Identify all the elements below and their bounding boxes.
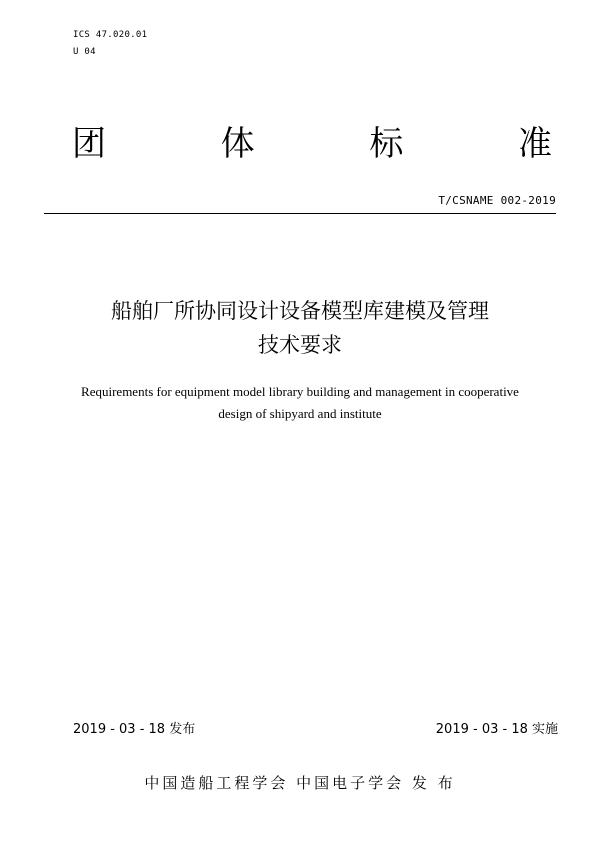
standard-type-title [72,118,552,162]
header-divider [44,213,556,214]
ics-code: ICS 47.020.01 [73,30,148,40]
ccs-code: U 04 [73,47,96,57]
issue-date: 2019 - 03 - 18 发布 [73,722,196,737]
document-title-en [0,381,600,425]
standard-type-char: 团 [72,123,106,164]
document-title-zh-line: 技术要求 [258,333,342,357]
document-title-en-line: Requirements for equipment model library building and management in cooperative [81,384,519,399]
standard-type-char: 准 [517,123,552,164]
document-title-zh [0,294,600,362]
standard-number: T/CSNAME 002-2019 [438,194,556,207]
implementation-date: 2019 - 03 - 18 实施 [435,722,558,737]
document-title-en-line: design of shipyard and institute [218,406,382,421]
publisher-line: 中国造船工程学会 中国电子学会 发 布 [144,774,456,792]
standard-type-char: 体 [220,123,255,164]
document-title-zh-line: 船舶厂所协同设计设备模型库建模及管理 [111,299,489,323]
standard-type-char: 标 [369,123,404,164]
